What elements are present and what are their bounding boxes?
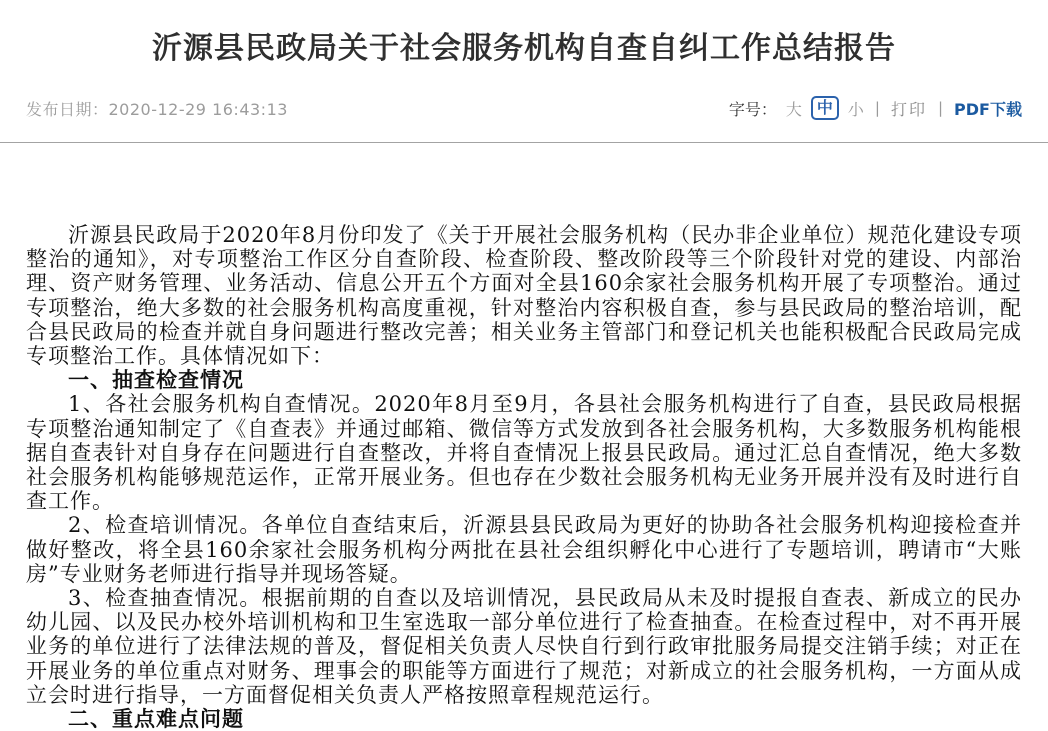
- pdf-download-button[interactable]: PDF下载: [954, 99, 1022, 119]
- section-heading-2: 二、重点难点问题: [68, 707, 244, 731]
- paragraph-self-check: 1、各社会服务机构自查情况。2020年8月至9月，各县社会服务机构进行了自查，县民政局根据专项整治通知制定了《自查表》并通过邮箱、微信等方式发放到各社会服务机构，大多数服务机构能根据自查表针对自身存在问题进行自查整改，并将自查情况上报县民政局。通过汇总自查情况，绝大多数社会服务机构能够规范运作，正常开展业务。但也存在少数社会服务机构无业务开展并没有及时进行自查工作。: [26, 392, 1022, 514]
- section-heading-1: 一、抽查检查情况: [68, 368, 244, 393]
- meta-row: [0, 94, 1048, 122]
- header-divider: [0, 142, 1048, 143]
- font-size-label: 字号：: [728, 99, 777, 119]
- article-title: 沂源县民政局关于社会服务机构自查自纠工作总结报告: [152, 31, 896, 66]
- publish-date: 发布日期：2020-12-29 16:43:13: [26, 99, 288, 119]
- font-size-large-button[interactable]: 大: [785, 99, 802, 119]
- toolbar: [729, 96, 1022, 120]
- toolbar-separator: |: [874, 99, 880, 117]
- paragraph-training: 2、检查培训情况。各单位自查结束后，沂源县县民政局为更好的协助各社会服务机构迎接检查并做好整改，将全县160余家社会服务机构分两批在县社会组织孵化中心进行了专题培训，聘请市“大账房”专业财务老师进行指导并现场答疑。: [26, 513, 1022, 586]
- article-body: [0, 223, 1048, 731]
- print-button[interactable]: 打印: [890, 99, 927, 119]
- toolbar-separator: |: [937, 99, 944, 117]
- font-size-medium-button[interactable]: 中: [811, 96, 839, 120]
- font-size-small-button[interactable]: 小: [847, 99, 864, 119]
- paragraph-intro: 沂源县民政局于2020年8月份印发了《关于开展社会服务机构（民办非企业单位）规范化建设专项整治的通知》，对专项整治工作区分自查阶段、检查阶段、整改阶段等三个阶段针对党的建设、内部治理、资产财务管理、业务活动、信息公开五个方面对全县160余家社会服务机构开展了专项整治。通过专项整治，绝大多数的社会服务机构高度重视，针对整治内容积极自查，参与县民政局的整治培训，配合县民政局的检查并就自身问题进行整改完善；相关业务主管部门和登记机关也能积极配合民政局完成专项整治工作。具体情况如下：: [26, 223, 1022, 369]
- paragraph-spot-check: 3、检查抽查情况。根据前期的自查以及培训情况，县民政局从未及时提报自查表、新成立的民办幼儿园、以及民办校外培训机构和卫生室选取一部分单位进行了检查抽查。在检查过程中，对不再开展业务的单位进行了法律法规的普及，督促相关负责人尽快自行到行政审批服务局提交注销手续；对正在开展业务的单位重点对财务、理事会的职能等方面进行了规范；对新成立的社会服务机构，一方面从成立会时进行指导，一方面督促相关负责人严格按照章程规范运行。: [26, 586, 1022, 707]
